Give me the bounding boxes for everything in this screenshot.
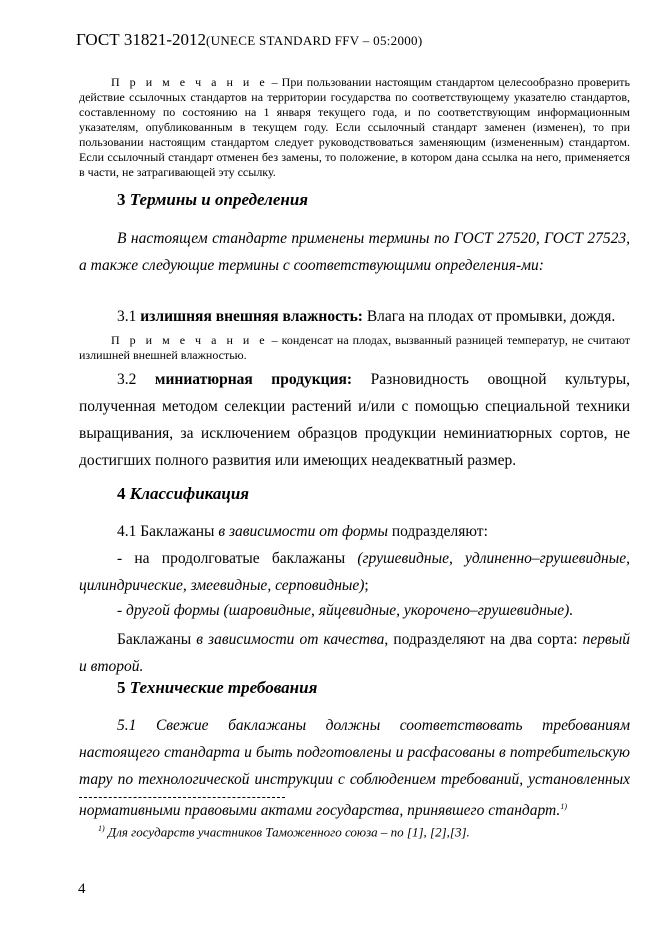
form-list-item-2: - другой формы (шаровидные, яйцевидные, укорочено–грушевидные). [117,602,574,619]
footnote-separator [79,797,285,798]
note-label: П р и м е ч а н и е [111,75,268,89]
gost-number: ГОСТ 31821-2012 [76,30,207,49]
note-text: – При пользовании настоящим стандартом целесообразно проверить действие ссылочных стандартов на территории государства по соответствующему указателю стандартов, составленному по состоянию на 1 января текущего года, и по соответствующим информационным указателям, опубликованным в текущем году. Если ссылочный стандарт заменен (изменен), то при пользовании настоящим стандартом следует руководствоваться заменяющим (измененным) стандартом. Если ссылочный стандарт отменен без замены, то положение, в котором дана ссылка на него, применяется в части, не затрагивающей эту ссылку. [79,75,630,179]
term-3-1: 3.1 излишняя внешняя влажность: Влага на плодах от промывки, дождя. [117,308,616,325]
term-3-1-note: П р и м е ч а н и е – конденсат на плодах, вызванный разницей температур, не считают излишней внешней влажностью. [79,333,630,362]
footnote-mark: 1) [98,824,105,833]
clause-5-1: 5.1 Свежие баклажаны должны соответствовать требованиям настоящего стандарта и быть подготовлены и расфасованы в потребительскую тару по технологической инструкции с соблюдением требований, установленных нормативными правовыми актами государства, принявшего стандарт.$^{1)}$ [79,717,630,820]
references-note [79,75,630,180]
term-3-2-definition: Разновидность овощной культуры, полученная методом селекции растений и/или с помощью специальной техники выращивания, за исключением образцов продукции неминиатюрных сортов, не достигших полного развития или имеющих неадекватный размер. [79,371,631,469]
page-header [76,30,423,50]
footnote [98,824,470,840]
term-3-2: 3.2 миниатюрная продукция: Разновидность овощной культуры, полученная методом селекции растений и/или с помощью специальной техники выращивания, за исключением образцов продукции неминиатюрных сортов, не достигших полного развития или имеющих неадекватный размер. [79,371,631,469]
unece-reference: (UNECE STANDARD FFV – 05:2000) [206,33,423,48]
section-4-heading: 4 Классификация [117,484,250,503]
section-5-title: Технические требования [129,678,318,697]
section-3-intro: В настоящем стандарте применены термины по ГОСТ 27520, ГОСТ 27523, а также следующие термины с соответствующими определения-ми: [79,230,630,274]
clause-4-1: 4.1 Баклажаны в зависимости от формы подразделяют: [117,523,488,540]
section-4-title: Классификация [129,484,250,503]
section-5-heading: 5 Технические требования [117,678,318,697]
section-3-heading: 3 Термины и определения [117,190,309,209]
term-3-1-definition: Влага на плодах от промывки, дождя. [362,308,616,325]
section-3-title: Термины и определения [129,190,309,209]
term-3-1-name: излишняя внешняя влажность: [140,308,363,325]
quality-grades: Баклажаны в зависимости от качества, подразделяют на два сорта: первый и второй. [79,631,630,675]
term-3-2-name: миниатюрная продукция: [154,371,353,388]
form-list-item-1: - на продолговатые баклажаны (грушевидные, удлиненно–грушевидные, цилиндрические, змеевидные, серповидные); [79,550,630,594]
footnote-text: Для государств участников Таможенного союза – по [1], [2],[3]. [104,824,470,840]
page-number: 4 [78,881,86,897]
footnote-reference: 1) [560,802,567,811]
